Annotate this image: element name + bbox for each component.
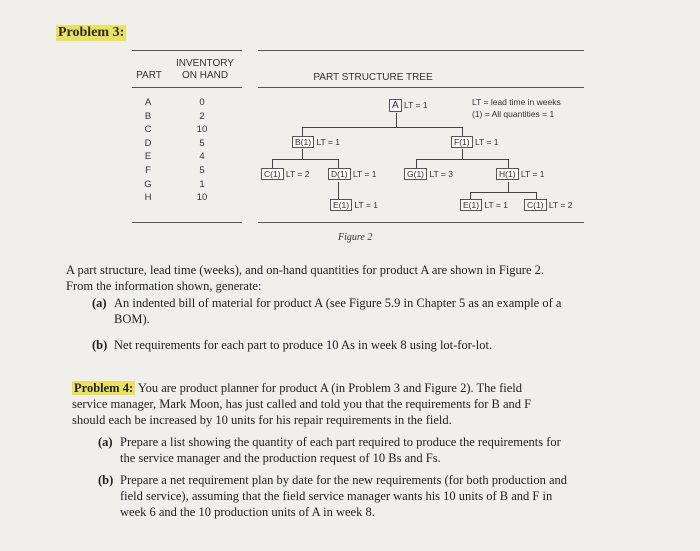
part-cell: H bbox=[144, 192, 152, 204]
connector bbox=[470, 192, 471, 199]
on-hand-cell: 1 bbox=[199, 178, 205, 190]
part-cell: B bbox=[144, 110, 152, 122]
connector bbox=[508, 182, 509, 192]
figure-caption: Figure 2 bbox=[338, 232, 373, 243]
tree-node-d bbox=[328, 168, 376, 180]
part-a-label: (a) bbox=[92, 296, 107, 310]
connector bbox=[272, 159, 338, 160]
node-box: G(1) bbox=[404, 168, 427, 180]
node-box: B(1) bbox=[292, 136, 314, 148]
inventory-bottom-rule bbox=[132, 222, 242, 223]
tree-node-g bbox=[404, 168, 453, 180]
part-b-label: (b) bbox=[92, 338, 108, 352]
tree-node-b bbox=[292, 136, 340, 148]
inventory-header-rule bbox=[132, 87, 242, 88]
problem-4-intro-1 bbox=[72, 381, 522, 397]
intro-line-2: From the information shown, generate: bbox=[66, 279, 262, 293]
tree-legend bbox=[472, 96, 561, 120]
tree-header-rule bbox=[258, 87, 584, 88]
connector bbox=[462, 149, 463, 159]
part-cell: A bbox=[144, 97, 152, 108]
part-cell: G bbox=[144, 178, 152, 190]
tree-node-c bbox=[524, 199, 572, 211]
connector bbox=[416, 159, 417, 168]
node-box: E(1) bbox=[460, 199, 482, 211]
node-box: H(1) bbox=[496, 168, 519, 180]
part-a-text-1: An indented bill of material for product A (see Figure 5.9 in Chapter 5 as an example of a bbox=[114, 296, 562, 310]
problem-4-label: Problem 4: bbox=[74, 381, 134, 395]
node-lead-time: LT = 1 bbox=[352, 169, 377, 179]
connector bbox=[536, 192, 537, 199]
node-lead-time: LT = 2 bbox=[285, 169, 310, 179]
node-lead-time: LT = 1 bbox=[354, 200, 378, 210]
node-lead-time: LT = 1 bbox=[404, 100, 428, 110]
tree-node-f bbox=[451, 136, 499, 148]
problem-4-line-2: service manager, Mark Moon, has just called and told you that the requirements for B and F bbox=[72, 397, 532, 411]
problem-4-b-text-3: week 6 and the 10 production units of A in week 8. bbox=[120, 505, 375, 519]
connector bbox=[302, 149, 303, 159]
connector bbox=[396, 113, 397, 127]
on-hand-cell: 5 bbox=[199, 137, 205, 149]
on-hand-cell: 10 bbox=[196, 192, 208, 204]
problem-4-b-label: (b) bbox=[98, 473, 114, 487]
part-header: PART bbox=[136, 70, 162, 81]
legend-lead-time: LT = lead time in weeks bbox=[472, 97, 561, 107]
tree-top-rule bbox=[258, 50, 584, 51]
part-cell: E bbox=[144, 151, 152, 163]
node-box: C(1) bbox=[261, 168, 284, 180]
on-hand-cell: 0 bbox=[199, 97, 205, 108]
problem-4-b-text-1: Prepare a net requirement plan by date for the new requirements (for both production and bbox=[120, 473, 568, 487]
tree-node-a bbox=[389, 99, 428, 112]
node-box: A bbox=[389, 99, 402, 112]
connector bbox=[338, 159, 339, 168]
node-box: C(1) bbox=[524, 199, 547, 211]
part-cell: F bbox=[145, 164, 151, 176]
node-lead-time: LT = 1 bbox=[316, 137, 340, 147]
tree-node-c bbox=[261, 168, 309, 180]
connector bbox=[302, 127, 303, 136]
node-box: F(1) bbox=[451, 136, 473, 148]
on-hand-cell: 4 bbox=[199, 151, 205, 163]
node-lead-time: LT = 2 bbox=[548, 200, 573, 210]
problem-4-a-text-1: Prepare a list showing the quantity of each part required to produce the requirements for bbox=[120, 435, 561, 449]
problem-4-line-1: You are product planner for product A (in Problem 3 and Figure 2). The field bbox=[137, 381, 522, 395]
node-box: D(1) bbox=[328, 168, 351, 180]
part-b-text: Net requirements for each part to produce 10 As in week 8 using lot-for-lot. bbox=[114, 338, 493, 352]
problem-4-a-label: (a) bbox=[98, 435, 113, 449]
on-hand-header-2: ON HAND bbox=[181, 70, 229, 81]
part-cell: C bbox=[144, 124, 152, 136]
problem-4-b-text-2: field service), assuming that the field service manager wants his 10 units of B and F in bbox=[120, 489, 553, 503]
tree-node-e bbox=[460, 199, 508, 211]
on-hand-header-1: INVENTORY bbox=[176, 58, 234, 69]
connector bbox=[272, 159, 273, 168]
tree-node-e bbox=[330, 199, 378, 211]
node-lead-time: LT = 3 bbox=[429, 169, 453, 179]
tree-title: PART STRUCTURE TREE bbox=[313, 72, 433, 83]
on-hand-column bbox=[192, 96, 212, 205]
legend-quantities: (1) = All quantities = 1 bbox=[472, 109, 555, 119]
problem-3-label: Problem 3: bbox=[58, 25, 125, 40]
node-lead-time: LT = 1 bbox=[520, 169, 545, 179]
on-hand-cell: 10 bbox=[196, 124, 208, 136]
node-lead-time: LT = 1 bbox=[484, 200, 508, 210]
connector bbox=[462, 127, 463, 136]
on-hand-cell: 2 bbox=[199, 110, 205, 122]
problem-4-a-text-2: the service manager and the production request of 10 Bs and Fs. bbox=[120, 451, 441, 465]
part-a-text-2: BOM). bbox=[114, 312, 150, 326]
node-lead-time: LT = 1 bbox=[474, 137, 499, 147]
part-column bbox=[141, 96, 155, 205]
part-cell: D bbox=[144, 137, 152, 149]
intro-line-1: A part structure, lead time (weeks), and on-hand quantities for product A are shown in Figure 2. bbox=[66, 263, 545, 277]
connector bbox=[508, 159, 509, 168]
inventory-top-rule bbox=[132, 50, 242, 51]
connector bbox=[302, 127, 462, 128]
node-box: E(1) bbox=[330, 199, 352, 211]
connector bbox=[416, 159, 508, 160]
connector bbox=[470, 192, 536, 193]
tree-bottom-rule bbox=[258, 222, 584, 223]
on-hand-cell: 5 bbox=[199, 164, 205, 176]
tree-node-h bbox=[496, 168, 544, 180]
connector bbox=[338, 182, 339, 199]
problem-4-line-3: should each be increased by 10 units for his repair requirements in the field. bbox=[72, 413, 452, 427]
